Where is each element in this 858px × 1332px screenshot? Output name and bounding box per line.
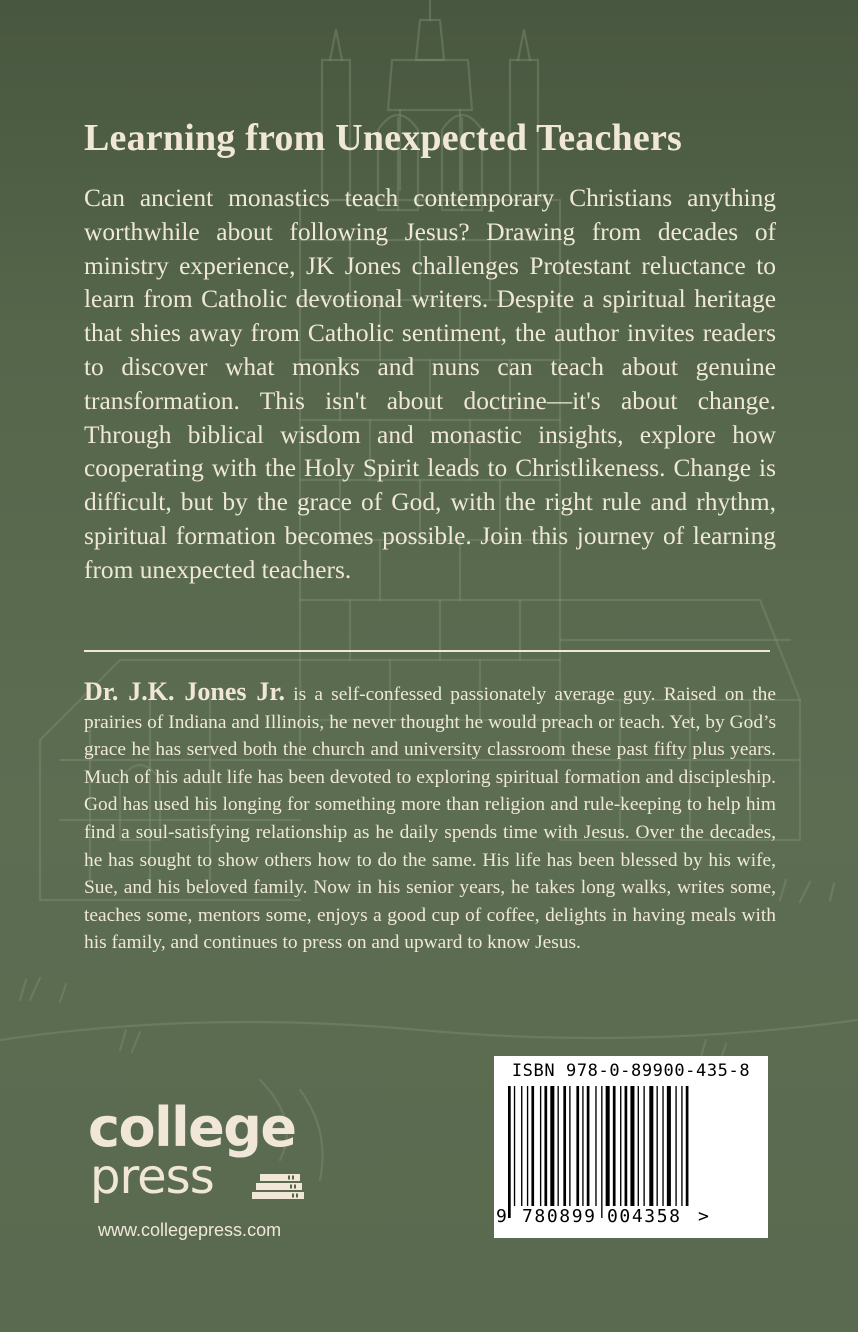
barcode-bar [662, 1086, 663, 1206]
author-name: Dr. J.K. Jones Jr. [84, 677, 286, 706]
back-cover-headline: Learning from Unexpected Teachers [84, 117, 683, 159]
barcode-bar [643, 1086, 644, 1206]
books-icon [250, 1166, 306, 1200]
barcode-bar [576, 1086, 579, 1206]
barcode-bar [582, 1086, 583, 1206]
barcode-bar [649, 1086, 653, 1206]
barcode-bar [630, 1086, 634, 1206]
barcode-bar [569, 1086, 570, 1206]
barcode-bar [681, 1086, 682, 1206]
barcode-bar [606, 1086, 610, 1206]
barcode-bar [508, 1086, 511, 1218]
barcode-digit-group-right: 004358 [607, 1206, 682, 1227]
barcode-bar [587, 1086, 590, 1206]
barcode-bar [558, 1086, 559, 1206]
book-blurb: Can ancient monastics teach contemporary Christians anything worthwhile about following Jesus? Drawing from decades of ministry experience, JK Jones challenges Protestant reluctance to learn from Catholic devotional writers. Despite a spiritual heritage that shies away from Catholic sentiment, the author invites readers to discover what monks and nuns can teach about genuine transformation. This isn't about doctrine—it's about change. Through biblical wisdom and monastic insights, explore how cooperating with the Holy Spirit leads to Christlikeness. Change is difficult, but by the grace of God, with the right rule and rhythm, spiritual formation becomes possible. Join this journey of learning from unexpected teachers. [84, 184, 776, 584]
barcode-bar [531, 1086, 534, 1206]
author-bio [84, 678, 776, 957]
barcode-bar [514, 1086, 515, 1206]
barcode-bar [550, 1086, 554, 1206]
logo-word-press: press [90, 1149, 214, 1205]
barcode-bar [638, 1086, 639, 1206]
barcode-digit-end: > [698, 1206, 709, 1227]
barcode-digit-group-left: 780899 [522, 1206, 597, 1227]
barcode-bar [544, 1086, 547, 1206]
publisher-website: www.collegepress.com [98, 1220, 282, 1240]
isbn-barcode [494, 1056, 768, 1238]
barcode-bar [613, 1086, 616, 1206]
barcode-bar [595, 1086, 596, 1206]
barcode-bar [620, 1086, 621, 1206]
barcode-bar [675, 1086, 676, 1206]
barcode-bar [657, 1086, 658, 1206]
logo-word-college: college [88, 1096, 296, 1159]
barcode-bar [521, 1086, 522, 1206]
barcode-bar [563, 1086, 566, 1206]
barcode-bar [527, 1086, 528, 1206]
barcode-bar [667, 1086, 671, 1206]
barcode-bar [540, 1086, 541, 1206]
section-divider [84, 650, 770, 652]
barcode-bar [686, 1086, 689, 1206]
isbn-label: ISBN 978-0-89900-435-8 [511, 1061, 751, 1081]
barcode-digit-first: 9 [496, 1206, 507, 1227]
barcode-bar [601, 1086, 602, 1218]
barcode-bar [625, 1086, 628, 1206]
author-bio-text: is a self-confessed passionately average guy. Raised on the prairies of Indiana and Illinois, he never thought he would preach or teach. Yet, by God’s grace he has served both the church and university classroom these past fifty plus years. Much of his adult life has been devoted to exploring spiritual formation and discipleship. God has used his longing for something more than religion and rule-keeping to help him find a soul-satisfying relationship as he daily spends time with Jesus. Over the decades, he has sought to show others how to do the same. His life has been blessed by his wife, Sue, and his beloved family. Now in his senior years, he takes long walks, writes some, teaches some, mentors some, enjoys a good cup of coffee, delights in having meals with his family, and continues to press on and upward to know Jesus. [84, 684, 776, 954]
